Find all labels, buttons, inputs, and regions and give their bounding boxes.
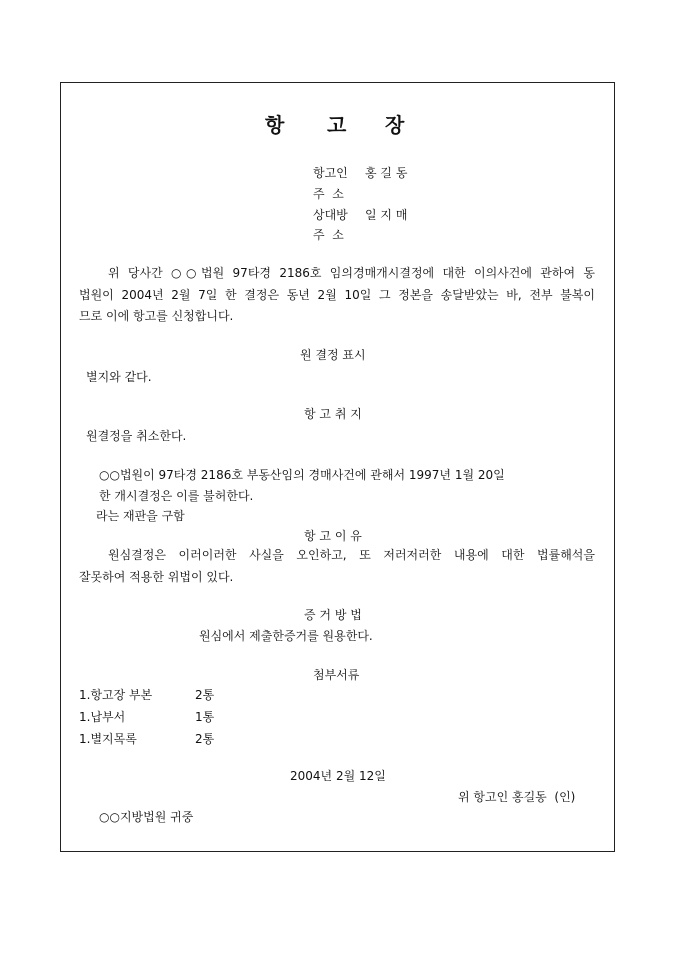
document-date: 2004년 2월 12일 xyxy=(290,769,386,783)
appellant-label: 항고인 xyxy=(313,166,348,180)
attachment-item-name: 1.납부서 xyxy=(79,710,126,724)
original-decision-heading: 원 결정 표시 xyxy=(300,348,366,362)
evidence-heading: 증 거 방 법 xyxy=(304,608,362,622)
opponent-label: 상대방 xyxy=(313,208,348,222)
purpose-heading: 항 고 취 지 xyxy=(304,407,362,421)
attachment-item-count: 2통 xyxy=(195,688,215,702)
appellant-address-label: 주 소 xyxy=(313,187,344,201)
purpose-line-1: 원결정을 취소한다. xyxy=(86,429,187,443)
purpose-line-4: 라는 재판을 구함 xyxy=(96,509,185,523)
signature-line: 위 항고인 홍길동 (인) xyxy=(458,790,576,804)
purpose-line-3: 한 개시결정은 이를 불허한다. xyxy=(99,489,254,503)
reason-line-2: 잘못하여 적용한 위법이 있다. xyxy=(79,570,234,584)
intro-line-1: 위 당사간 ○○법원 97타경 2186호 임의경매개시결정에 대한 이의사건에 관하여 동 xyxy=(108,266,595,280)
intro-line-2: 법원이 2004년 2월 7일 한 결정은 동년 2월 10일 그 정본을 송달받았는 바, 전부 불복이 xyxy=(79,288,595,302)
attachment-item-name: 1.별지목록 xyxy=(79,732,137,746)
title-char-1: 항 xyxy=(265,113,286,137)
title-char-3: 장 xyxy=(385,113,406,137)
attachment-item-count: 1통 xyxy=(195,710,215,724)
intro-line-3: 므로 이에 항고를 신청합니다. xyxy=(79,309,234,323)
purpose-line-2: ○○법원이 97타경 2186호 부동산임의 경매사건에 관해서 1997년 1월 20일 xyxy=(99,468,505,482)
reason-line-1: 원심결정은 이러이러한 사실을 오인하고, 또 저러저러한 내용에 대한 법률해석을 xyxy=(108,548,595,562)
opponent-address-label: 주 소 xyxy=(313,228,344,242)
reason-heading: 항 고 이 유 xyxy=(304,529,362,543)
evidence-body: 원심에서 제출한증거를 원용한다. xyxy=(199,629,373,643)
attachment-item-count: 2통 xyxy=(195,732,215,746)
attachment-item-name: 1.항고장 부본 xyxy=(79,688,153,702)
appellant-name: 홍 길 동 xyxy=(365,166,408,180)
title-char-2: 고 xyxy=(327,113,348,137)
opponent-name: 일 지 매 xyxy=(365,208,408,222)
court-addressee: ○○지방법원 귀중 xyxy=(99,810,194,824)
original-decision-body: 별지와 같다. xyxy=(86,370,152,384)
attachments-heading: 첨부서류 xyxy=(313,668,360,682)
